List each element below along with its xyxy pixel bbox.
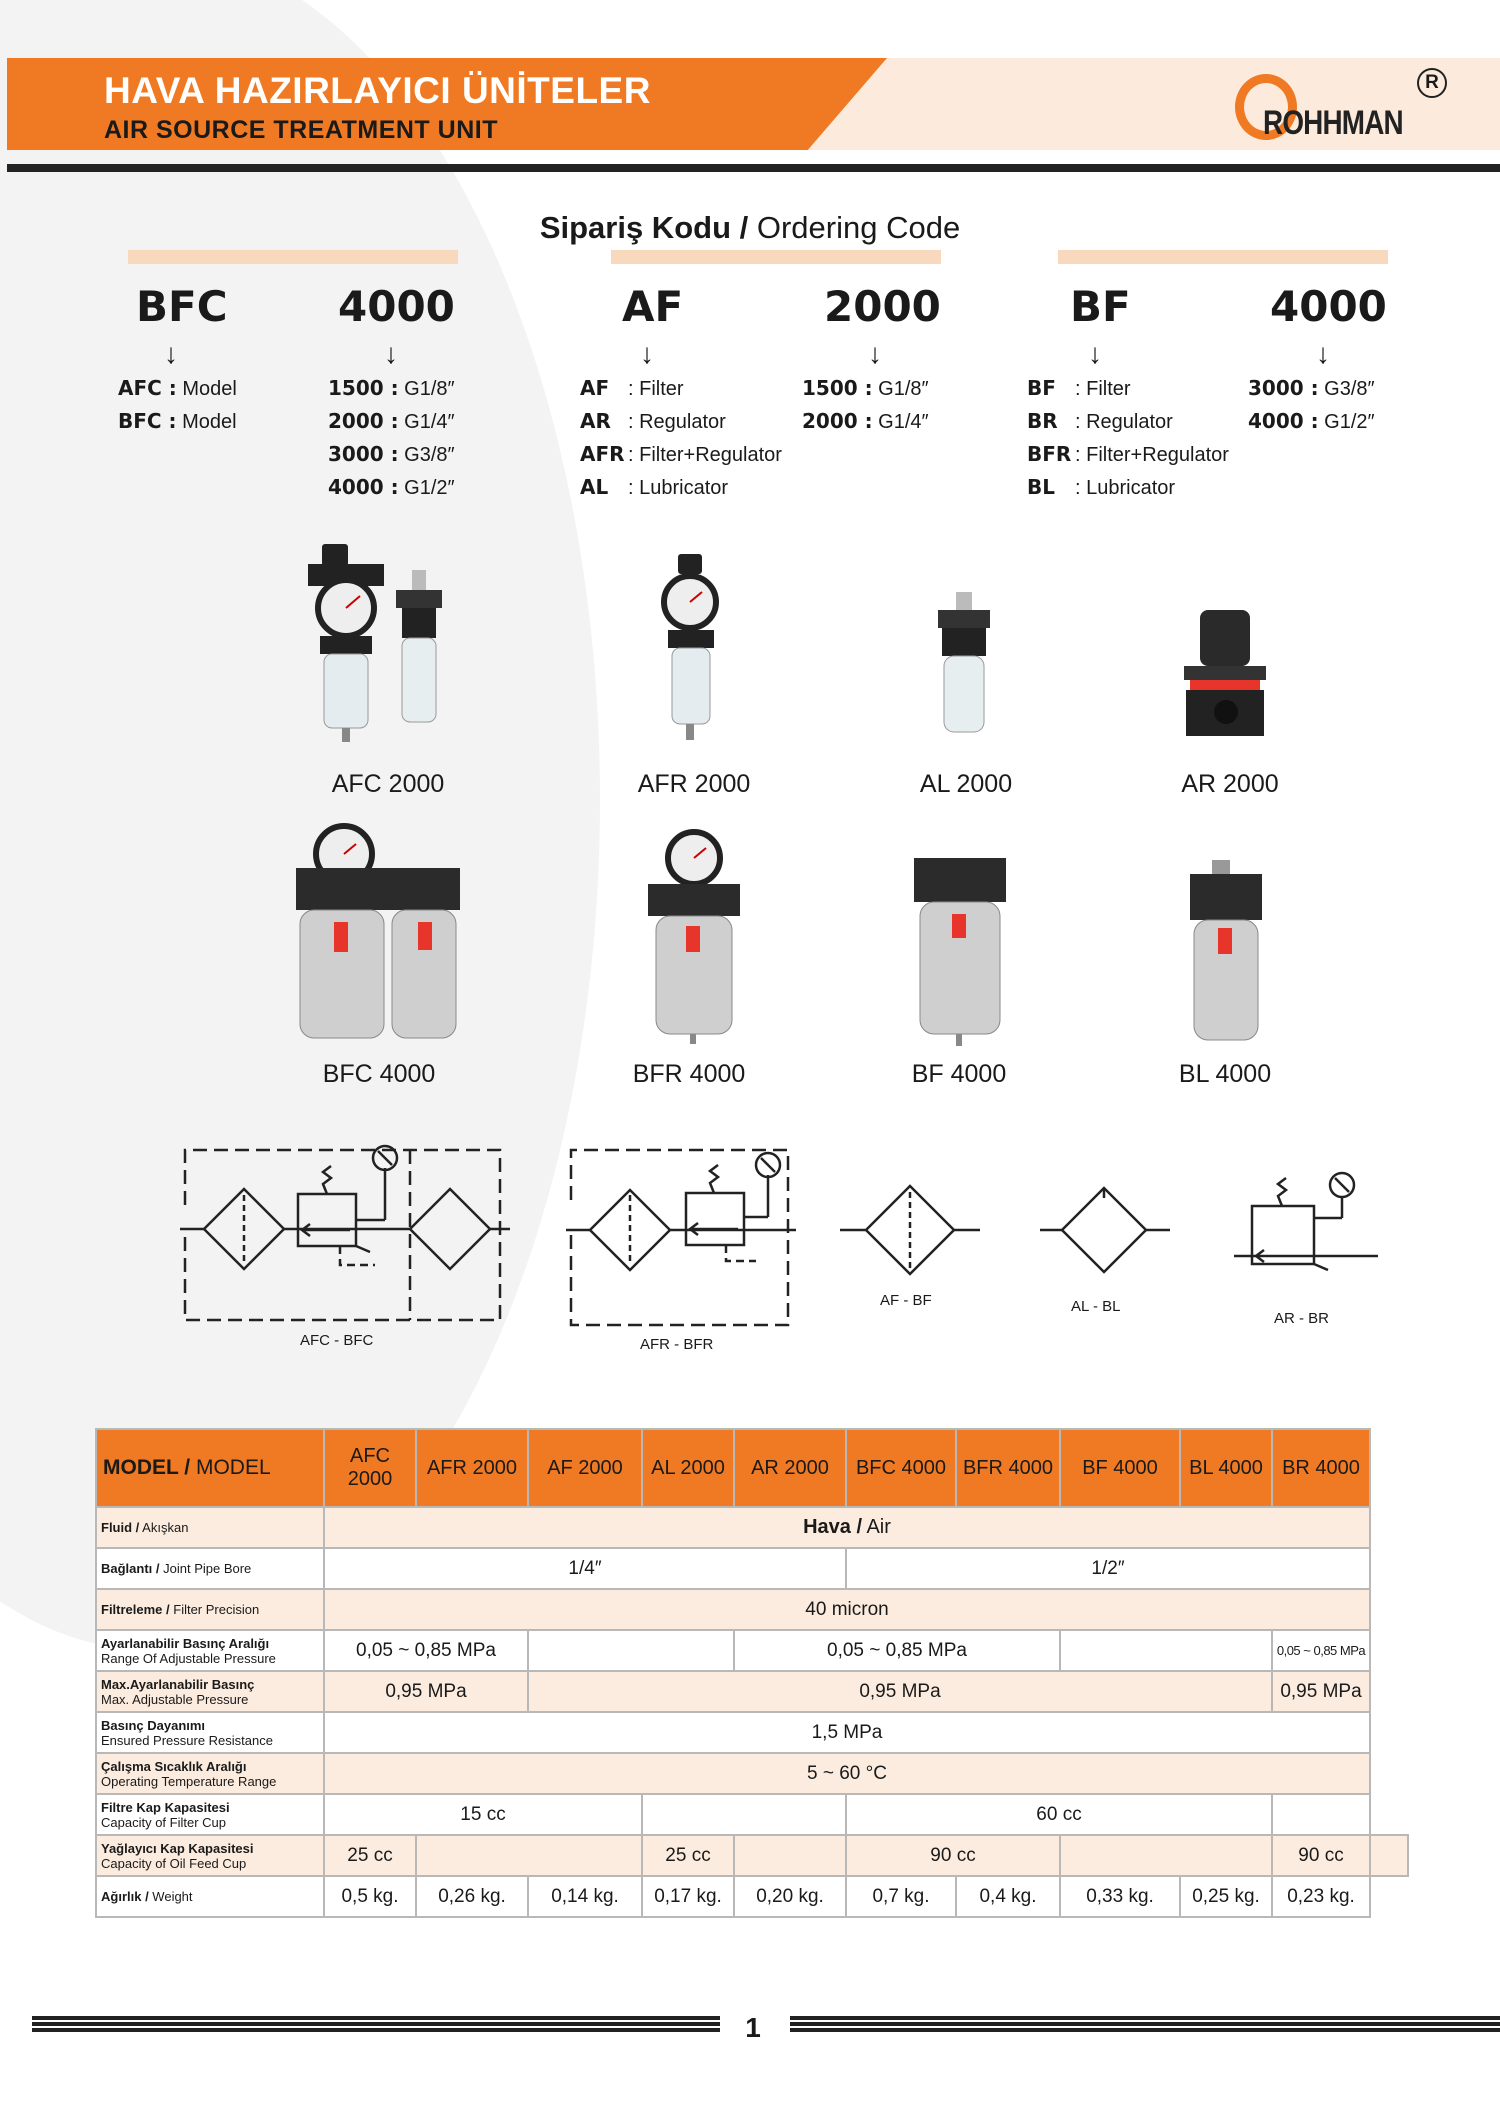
- symbol-label: AL - BL: [1071, 1298, 1121, 1315]
- header-band: [7, 58, 1500, 150]
- table-cell: 0,14 kg.: [528, 1876, 642, 1917]
- down-arrow-icon: ↓: [1316, 338, 1330, 369]
- list-item: 3000 : G3/8″: [328, 442, 455, 466]
- table-cell: 0,26 kg.: [416, 1876, 528, 1917]
- page-title: HAVA HAZIRLAYICI ÜNİTELER: [104, 70, 651, 111]
- table-cell: [734, 1835, 846, 1876]
- list-item: AFC : Model: [118, 376, 237, 400]
- ordering-models-2: [580, 376, 782, 500]
- table-cell: 0,33 kg.: [1060, 1876, 1180, 1917]
- bl-4000-image: [1186, 858, 1266, 1050]
- product-label: BF 4000: [911, 1060, 1007, 1088]
- header-divider: [7, 164, 1500, 172]
- ordering-bar-2: [611, 250, 941, 264]
- table-cell: 1/4″: [324, 1548, 846, 1589]
- row-label: Max.Ayarlanabilir Basınç Max. Adjustable Pressure: [96, 1671, 324, 1712]
- bfr-4000-image: [646, 828, 746, 1048]
- rohhman-logo: [1235, 68, 1465, 148]
- table-cell: 0,95 MPa: [324, 1671, 528, 1712]
- table-cell: [1272, 1794, 1370, 1835]
- table-row: [96, 1712, 1408, 1753]
- ordering-code-title-en: Ordering Code: [748, 210, 961, 245]
- ordering-bar-1: [128, 250, 458, 264]
- table-row: [96, 1507, 1408, 1548]
- list-item: AL : Lubricator: [580, 475, 729, 499]
- down-arrow-icon: ↓: [1088, 338, 1102, 369]
- table-cell: Hava / Air: [324, 1507, 1370, 1548]
- ordering-size-3: 4000: [1270, 282, 1387, 331]
- table-cell: 0,17 kg.: [642, 1876, 734, 1917]
- page-number: 1: [745, 2012, 761, 2043]
- list-item: 1500 : G1/8″: [802, 376, 929, 400]
- table-row: [96, 1589, 1408, 1630]
- column-header: AFR 2000: [416, 1429, 528, 1507]
- list-item: 1500 : G1/8″: [328, 376, 455, 400]
- row-label: Fluid / Akışkan: [96, 1507, 324, 1548]
- ordering-models-1: [118, 376, 237, 434]
- ordering-bar-3: [1058, 250, 1388, 264]
- column-header: BFR 4000: [956, 1429, 1060, 1507]
- column-header: BFC 4000: [846, 1429, 956, 1507]
- table-cell: 0,95 MPa: [528, 1671, 1272, 1712]
- table-cell: 15 cc: [324, 1794, 642, 1835]
- table-cell: 0,5 kg.: [324, 1876, 416, 1917]
- table-cell: 1,5 MPa: [324, 1712, 1370, 1753]
- down-arrow-icon: ↓: [384, 338, 398, 369]
- list-item: AF : Filter: [580, 376, 684, 400]
- table-row: [96, 1794, 1408, 1835]
- table-cell: 90 cc: [1272, 1835, 1370, 1876]
- table-row: [96, 1548, 1408, 1589]
- table-cell: 25 cc: [324, 1835, 416, 1876]
- table-cell: 0,7 kg.: [846, 1876, 956, 1917]
- column-header: BF 4000: [1060, 1429, 1180, 1507]
- product-label: AFC 2000: [331, 770, 445, 798]
- model-header: MODEL / MODEL: [96, 1429, 324, 1507]
- ordering-size-1: 4000: [338, 282, 455, 331]
- page-subtitle: AIR SOURCE TREATMENT UNIT: [104, 116, 498, 144]
- ordering-code-title-tr: Sipariş Kodu /: [539, 210, 749, 245]
- product-label: AR 2000: [1181, 770, 1279, 798]
- table-cell: 60 cc: [846, 1794, 1272, 1835]
- table-row: [96, 1671, 1408, 1712]
- ar-br-symbol: [1234, 1168, 1378, 1288]
- down-arrow-icon: ↓: [640, 338, 654, 369]
- symbol-label: AF - BF: [880, 1292, 932, 1309]
- column-header: AR 2000: [734, 1429, 846, 1507]
- table-cell: 0,20 kg.: [734, 1876, 846, 1917]
- list-item: 4000 : G1/2″: [328, 475, 455, 499]
- ordering-code-title: [0, 210, 1500, 246]
- ordering-sizes-3: [1248, 376, 1375, 434]
- table-row: [96, 1630, 1408, 1671]
- table-cell: 0,05 ~ 0,85 MPa: [1272, 1630, 1370, 1671]
- down-arrow-icon: ↓: [868, 338, 882, 369]
- table-cell: 25 cc: [642, 1835, 734, 1876]
- row-label: Ağırlık / Weight: [96, 1876, 324, 1917]
- column-header: AF 2000: [528, 1429, 642, 1507]
- list-item: BF : Filter: [1027, 376, 1131, 400]
- ar-2000-image: [1180, 608, 1270, 748]
- list-item: AR : Regulator: [580, 409, 726, 433]
- table-cell: 5 ~ 60 °C: [324, 1753, 1370, 1794]
- table-cell: [1060, 1835, 1272, 1876]
- footer-rule-left: [32, 2016, 720, 2032]
- row-label: Filtre Kap Kapasitesi Capacity of Filter Cup: [96, 1794, 324, 1835]
- table-cell: 0,95 MPa: [1272, 1671, 1370, 1712]
- list-item: BFR : Filter+Regulator: [1027, 442, 1229, 466]
- specification-table: [95, 1428, 1409, 1918]
- ordering-code-2: AF: [622, 282, 684, 331]
- al-2000-image: [930, 590, 1000, 745]
- afc-2000-image: [300, 540, 460, 745]
- footer-rule-right: [790, 2016, 1500, 2032]
- down-arrow-icon: ↓: [164, 338, 178, 369]
- list-item: BL : Lubricator: [1027, 475, 1176, 499]
- table-cell: 0,25 kg.: [1180, 1876, 1272, 1917]
- ordering-size-2: 2000: [824, 282, 941, 331]
- bf-4000-image: [910, 856, 1010, 1051]
- product-label: BFR 4000: [632, 1060, 746, 1088]
- table-cell: [416, 1835, 642, 1876]
- table-cell: 1/2″: [846, 1548, 1370, 1589]
- row-label: Filtreleme / Filter Precision: [96, 1589, 324, 1630]
- table-cell: [1060, 1630, 1272, 1671]
- table-cell: 0,23 kg.: [1272, 1876, 1370, 1917]
- product-label: AL 2000: [919, 770, 1013, 798]
- ordering-sizes-2: [802, 376, 929, 434]
- table-cell: [528, 1630, 734, 1671]
- product-label: BL 4000: [1178, 1060, 1272, 1088]
- table-cell: [642, 1794, 846, 1835]
- column-header: BR 4000: [1272, 1429, 1370, 1507]
- list-item: 3000 : G3/8″: [1248, 376, 1375, 400]
- afr-bfr-symbol: [566, 1145, 796, 1330]
- row-label: Yağlayıcı Kap Kapasitesi Capacity of Oil Feed Cup: [96, 1835, 324, 1876]
- row-label: Bağlantı / Joint Pipe Bore: [96, 1548, 324, 1589]
- table-row: [96, 1876, 1408, 1917]
- table-cell: [1370, 1835, 1408, 1876]
- ordering-models-3: [1027, 376, 1229, 500]
- list-item: AFR : Filter+Regulator: [580, 442, 782, 466]
- table-header-row: [96, 1429, 1408, 1507]
- registered-mark-icon: R: [1417, 68, 1447, 98]
- table-cell: 90 cc: [846, 1835, 1060, 1876]
- symbol-label: AR - BR: [1274, 1310, 1330, 1327]
- table-row: [96, 1753, 1408, 1794]
- row-label: Basınç Dayanımı Ensured Pressure Resistance: [96, 1712, 324, 1753]
- column-header: AFC 2000: [324, 1429, 416, 1507]
- table-row: [96, 1835, 1408, 1876]
- list-item: BR : Regulator: [1027, 409, 1173, 433]
- table-cell: 0,4 kg.: [956, 1876, 1060, 1917]
- symbol-label: AFR - BFR: [640, 1336, 714, 1353]
- list-item: 2000 : G1/4″: [328, 409, 455, 433]
- bfc-4000-image: [292, 822, 462, 1047]
- product-label: BFC 4000: [322, 1060, 436, 1088]
- list-item: 2000 : G1/4″: [802, 409, 929, 433]
- ordering-code-3: BF: [1070, 282, 1131, 331]
- list-item: BFC : Model: [118, 409, 237, 433]
- ordering-sizes-1: [328, 376, 455, 500]
- row-label: Çalışma Sıcaklık Aralığı Operating Temperature Range: [96, 1753, 324, 1794]
- al-bl-symbol: [1040, 1184, 1170, 1284]
- row-label: Ayarlanabilir Basınç Aralığı Range Of Adjustable Pressure: [96, 1630, 324, 1671]
- af-bf-symbol: [840, 1180, 980, 1290]
- logo-text: ROHHMAN: [1263, 104, 1403, 142]
- column-header: AL 2000: [642, 1429, 734, 1507]
- symbol-label: AFC - BFC: [300, 1332, 374, 1349]
- column-header: BL 4000: [1180, 1429, 1272, 1507]
- product-label: AFR 2000: [637, 770, 751, 798]
- table-cell: 0,05 ~ 0,85 MPa: [324, 1630, 528, 1671]
- afr-2000-image: [660, 552, 730, 747]
- list-item: 4000 : G1/2″: [1248, 409, 1375, 433]
- table-cell: 0,05 ~ 0,85 MPa: [734, 1630, 1060, 1671]
- table-cell: 40 micron: [324, 1589, 1370, 1630]
- ordering-code-1: BFC: [136, 282, 228, 331]
